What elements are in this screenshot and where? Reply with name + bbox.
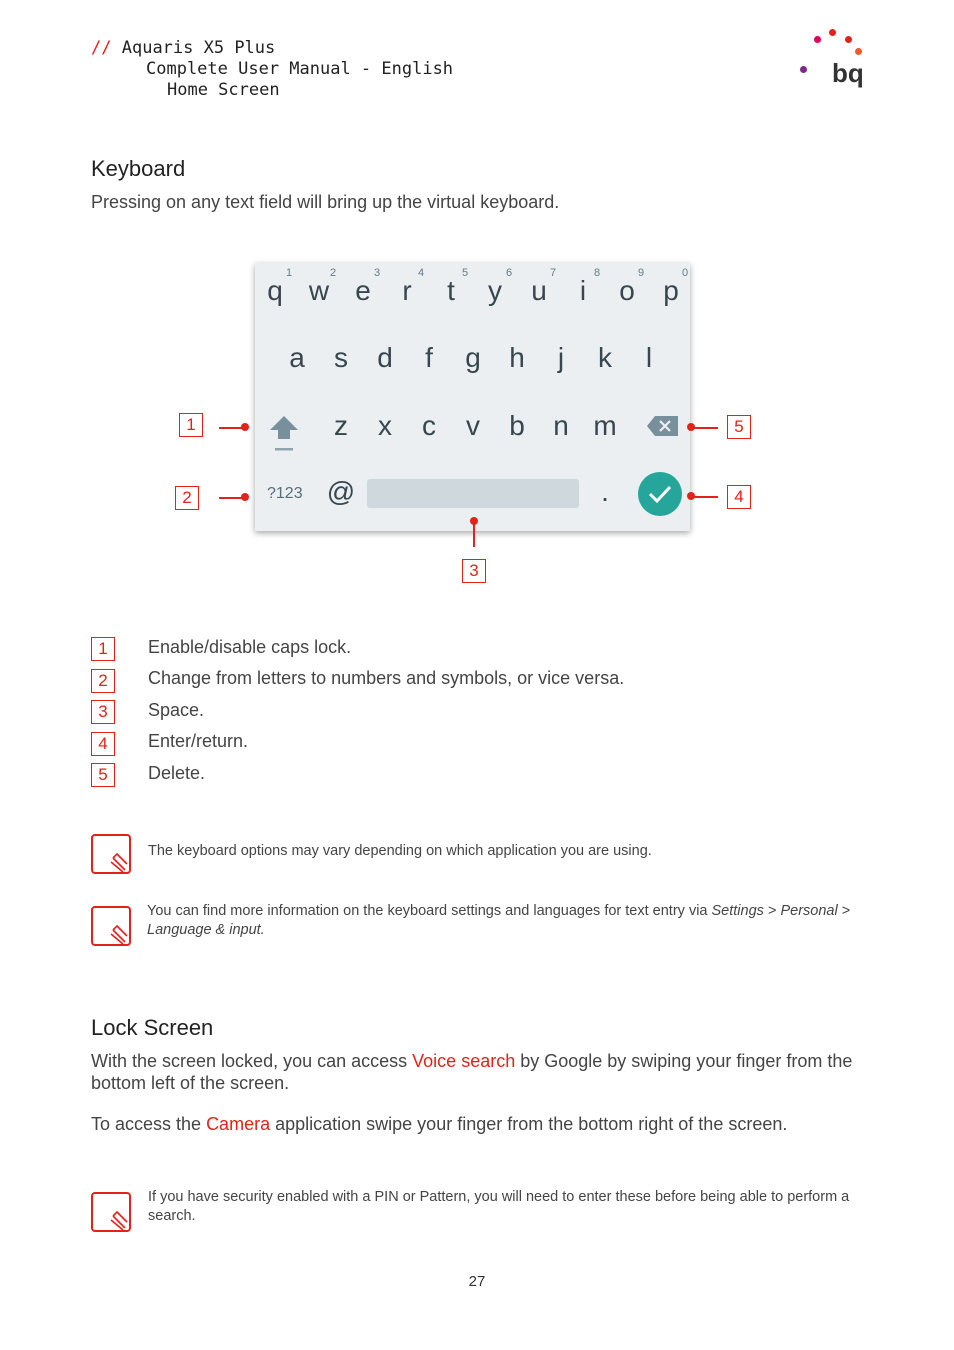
key-t[interactable]: t xyxy=(447,275,455,306)
logo-dot xyxy=(855,48,862,55)
key-z[interactable]: z xyxy=(334,410,348,441)
virtual-keyboard xyxy=(255,263,690,531)
enter-key[interactable] xyxy=(638,472,682,516)
key-j[interactable]: j xyxy=(557,342,565,373)
key-hint: 8 xyxy=(593,267,601,279)
note-icon xyxy=(91,906,131,946)
backspace-icon[interactable] xyxy=(646,415,680,437)
key-g[interactable]: g xyxy=(465,342,481,373)
key-hint: 6 xyxy=(505,267,513,279)
key-p[interactable]: p xyxy=(663,275,679,306)
note-text: You can find more information on the keyboard settings and languages for text entry via Settings > Personal > Language & input. xyxy=(147,903,851,938)
legend-num: 5 xyxy=(91,763,115,787)
note-icon xyxy=(91,834,131,874)
key-hint: 4 xyxy=(417,267,425,279)
legend-num: 3 xyxy=(91,700,115,724)
legend-text: Enable/disable caps lock. xyxy=(148,637,352,657)
key-o[interactable]: o xyxy=(619,275,635,306)
legend-text: Enter/return. xyxy=(148,731,249,751)
key-f[interactable]: f xyxy=(425,342,433,373)
key-s[interactable]: s xyxy=(334,342,348,373)
key-y[interactable]: y xyxy=(488,275,502,306)
legend-num: 1 xyxy=(91,637,115,661)
symbols-key[interactable]: ?123 xyxy=(267,485,303,502)
key-hint: 2 xyxy=(329,267,337,279)
key-c[interactable]: c xyxy=(422,410,436,441)
lock-screen-paragraph-1: With the screen locked, you can access Voice search by Google by swiping your finger from the bottom left of the screen. xyxy=(91,1051,853,1093)
logo-text: bq xyxy=(832,58,864,88)
bq-logo xyxy=(798,26,868,96)
key-hint: 7 xyxy=(549,267,557,279)
key-hint: 0 xyxy=(681,267,689,279)
key-l[interactable]: l xyxy=(645,342,653,373)
key-d[interactable]: d xyxy=(377,342,393,373)
note-text: If you have security enabled with a PIN or Pattern, you will need to enter these before being able to perform a search. xyxy=(148,1189,850,1224)
note-icon xyxy=(91,1192,131,1232)
logo-dot xyxy=(814,36,821,43)
checkmark-icon xyxy=(638,472,682,516)
key-q[interactable]: q xyxy=(267,275,283,306)
key-r[interactable]: r xyxy=(402,275,412,306)
callout-5: 5 xyxy=(727,415,751,439)
legend-text: Delete. xyxy=(148,763,206,783)
legend-text: Change from letters to numbers and symbols, or vice versa. xyxy=(148,668,625,688)
callout-line xyxy=(691,496,718,498)
logo-dot xyxy=(845,36,852,43)
header-line-3: Home Screen xyxy=(167,80,280,100)
header-line-2: Complete User Manual - English xyxy=(146,59,454,79)
key-e[interactable]: e xyxy=(355,275,371,306)
key-v[interactable]: v xyxy=(466,410,480,441)
callout-2: 2 xyxy=(175,486,199,510)
header-prefix: // xyxy=(91,38,112,58)
key-hint: 1 xyxy=(285,267,293,279)
key-b[interactable]: b xyxy=(509,410,525,441)
callout-4: 4 xyxy=(727,485,751,509)
callout-dot xyxy=(241,493,249,501)
callout-3: 3 xyxy=(462,559,486,583)
shift-arrow-icon[interactable] xyxy=(268,414,300,454)
settings-path: Settings xyxy=(711,903,764,919)
callout-1: 1 xyxy=(179,413,203,437)
page-number: 27 xyxy=(468,1273,486,1290)
key-at[interactable]: @ xyxy=(326,476,356,507)
callout-dot xyxy=(241,423,249,431)
key-m[interactable]: m xyxy=(593,410,617,441)
header-line-1 xyxy=(91,38,275,59)
spacebar[interactable] xyxy=(367,479,579,508)
legend-text: Space. xyxy=(148,700,205,720)
key-period[interactable]: . xyxy=(601,476,609,507)
key-hint: 5 xyxy=(461,267,469,279)
key-hint: 9 xyxy=(637,267,645,279)
key-u[interactable]: u xyxy=(531,275,547,306)
keyboard-heading: Keyboard xyxy=(91,156,186,181)
lock-screen-heading: Lock Screen xyxy=(91,1015,214,1040)
legend-num: 4 xyxy=(91,732,115,756)
key-w[interactable]: w xyxy=(308,275,330,306)
key-n[interactable]: n xyxy=(553,410,569,441)
key-x[interactable]: x xyxy=(378,410,392,441)
logo-dot xyxy=(829,29,836,36)
key-h[interactable]: h xyxy=(509,342,525,373)
key-a[interactable]: a xyxy=(289,342,305,373)
keyboard-intro: Pressing on any text field will bring up the virtual keyboard. xyxy=(91,192,560,212)
note-text: The keyboard options may vary depending on which application you are using. xyxy=(148,843,652,859)
key-i[interactable]: i xyxy=(579,275,587,306)
callout-line xyxy=(691,427,718,429)
logo-dot xyxy=(800,66,807,73)
callout-line xyxy=(473,521,475,547)
header-title: Aquaris X5 Plus xyxy=(121,38,276,58)
key-k[interactable]: k xyxy=(598,342,612,373)
key-hint: 3 xyxy=(373,267,381,279)
legend-num: 2 xyxy=(91,669,115,693)
camera-link: Camera xyxy=(206,1114,271,1134)
lock-screen-paragraph-2: To access the Camera application swipe your finger from the bottom right of the screen. xyxy=(91,1114,788,1134)
voice-search-link: Voice search xyxy=(412,1051,516,1071)
